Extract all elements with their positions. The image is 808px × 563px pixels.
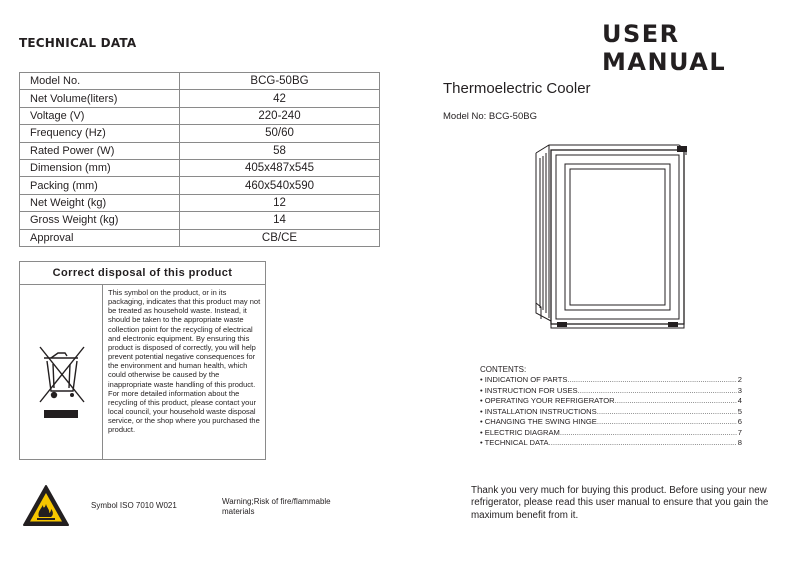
toc-item-title: • OPERATING YOUR REFRIGERATOR	[480, 396, 615, 405]
toc-leader-dots	[549, 438, 737, 449]
symbol-label: Symbol ISO 7010 W021	[91, 501, 177, 510]
technical-data-table	[19, 72, 380, 247]
toc-leader-dots	[615, 396, 737, 407]
spec-value: 50/60	[180, 125, 380, 142]
spec-row	[20, 107, 380, 124]
toc-leader-dots	[597, 417, 737, 428]
disposal-box	[19, 261, 266, 460]
spec-row	[20, 142, 380, 159]
warning-text: Warning;Risk of fire/flammable materials	[222, 497, 331, 516]
fire-warning-icon	[22, 484, 70, 528]
spec-row	[20, 159, 380, 176]
spec-label: Dimension (mm)	[20, 159, 180, 176]
disposal-title: Correct disposal of this product	[20, 262, 265, 285]
cooler-image	[529, 143, 691, 333]
toc-item-page: 8	[737, 438, 742, 447]
table-of-contents	[480, 375, 742, 449]
spec-label: Gross Weight (kg)	[20, 212, 180, 229]
toc-item-page: 4	[737, 396, 742, 405]
technical-data-heading: TECHNICAL DATA	[19, 36, 137, 50]
toc-leader-dots	[597, 407, 737, 418]
toc-item	[480, 396, 742, 407]
spec-row	[20, 229, 380, 246]
spec-label: Rated Power (W)	[20, 142, 180, 159]
toc-item-title: • CHANGING THE SWING HINGE	[480, 417, 597, 426]
spec-row	[20, 73, 380, 90]
toc-item	[480, 417, 742, 428]
spec-value: 42	[180, 90, 380, 107]
spec-row	[20, 194, 380, 211]
toc-item	[480, 386, 742, 397]
toc-item-title: • ELECTRIC DIAGRAM	[480, 427, 560, 437]
toc-item-page: 6	[737, 417, 742, 426]
weee-icon-cell	[20, 285, 103, 459]
spec-value: CB/CE	[180, 229, 380, 246]
model-number: Model No: BCG-50BG	[443, 111, 537, 122]
spec-label: Frequency (Hz)	[20, 125, 180, 142]
toc-item	[480, 375, 742, 386]
spec-label: Net Volume(liters)	[20, 90, 180, 107]
spec-row	[20, 90, 380, 107]
toc-item	[480, 407, 742, 418]
user-manual-title: USER MANUAL	[602, 20, 727, 76]
spec-row	[20, 177, 380, 194]
spec-value: 460x540x590	[180, 177, 380, 194]
spec-value: 58	[180, 142, 380, 159]
toc-item-title: • INDICATION OF PARTS	[480, 375, 568, 384]
spec-row	[20, 212, 380, 229]
spec-value: 14	[180, 212, 380, 229]
toc-item-page: 7	[737, 427, 742, 437]
spec-value: 220-240	[180, 107, 380, 124]
toc-item-page: 5	[737, 406, 742, 416]
spec-value: BCG-50BG	[180, 73, 380, 90]
spec-value: 405x487x545	[180, 159, 380, 176]
disposal-text: This symbol on the product, or in its packaging, indicates that this product may not be treated as household waste. Instead, it should be taken to the appropriate waste collection point for the recycling of electrical and electronic equipment. By ensuring this product is disposed of correctly, you will help prevent potential negative consequences for the environment and human health, which could otherwise be caused by the inappropriate waste handling of this product. For more detailed information about the recycling of this product, please contact your local council, your household waste disposal service, or the shop where you purchased the product.	[108, 288, 261, 435]
spec-label: Model No.	[20, 73, 180, 90]
spec-label: Packing (mm)	[20, 177, 180, 194]
contents-title: CONTENTS:	[480, 365, 527, 374]
thank-you-text: Thank you very much for buying this product. Before using your new refrigerator, please read this user manual to ensure that you gain the maximum benefit from it.	[471, 485, 769, 521]
spec-value: 12	[180, 194, 380, 211]
toc-item-title: • INSTALLATION INSTRUCTIONS	[480, 406, 597, 416]
spec-label: Voltage (V)	[20, 107, 180, 124]
spec-label: Approval	[20, 229, 180, 246]
toc-item	[480, 438, 742, 449]
spec-row	[20, 125, 380, 142]
toc-leader-dots	[578, 386, 737, 397]
toc-item-page: 2	[737, 375, 742, 384]
toc-leader-dots	[560, 428, 737, 439]
spec-label: Net Weight (kg)	[20, 194, 180, 211]
flammable-warning-sign	[22, 484, 70, 533]
toc-item-title: • TECHNICAL DATA	[480, 438, 549, 447]
crossed-out-wheelie-bin-icon	[20, 285, 102, 459]
toc-leader-dots	[567, 375, 736, 386]
cooler-illustration	[529, 143, 691, 338]
toc-item	[480, 428, 742, 439]
toc-item-page: 3	[737, 385, 742, 395]
product-title: Thermoelectric Cooler	[443, 80, 591, 97]
toc-item-title: • INSTRUCTION FOR USES	[480, 385, 578, 395]
